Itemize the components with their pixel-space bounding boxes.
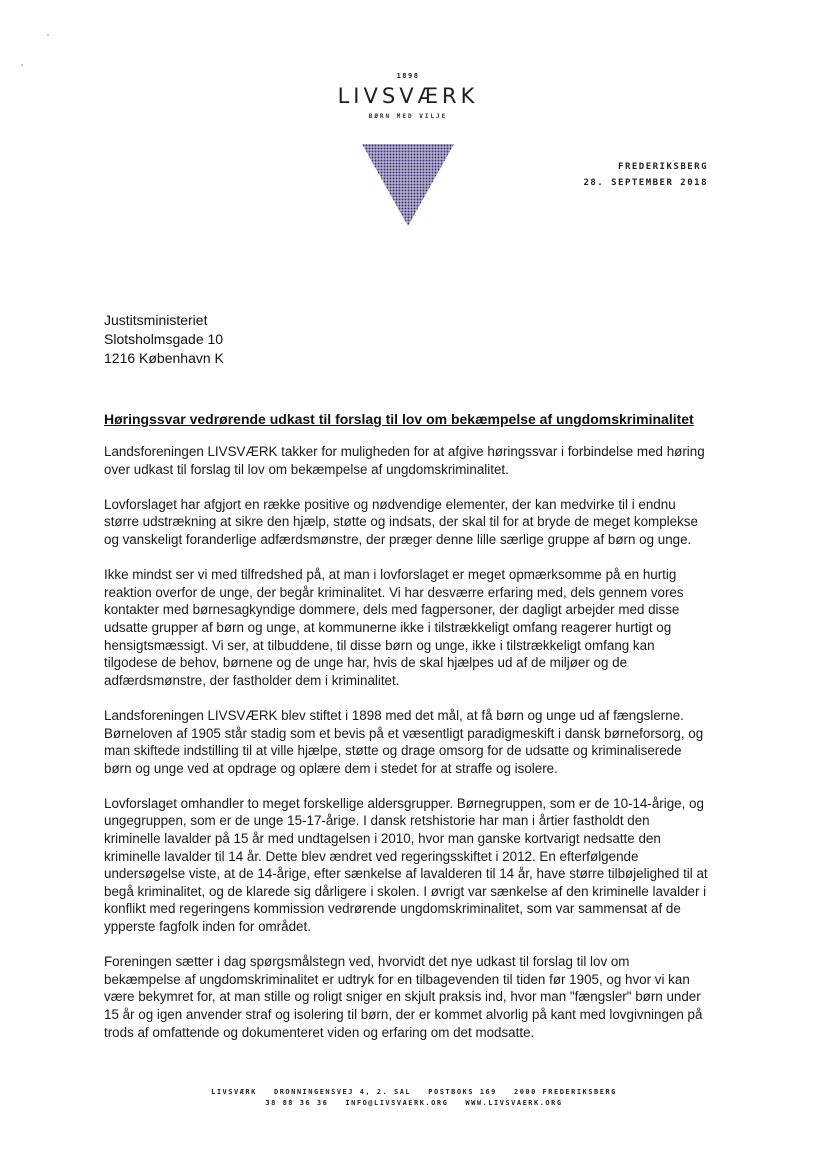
letter-footer bbox=[0, 1087, 828, 1109]
body-paragraph: Landsforeningen LIVSVÆRK takker for muligheden for at afgive høringssvar i forbindelse med høring over udkast til forslag til lov om bekæmpelse af ungdomskriminalitet. bbox=[104, 444, 705, 477]
scan-speck bbox=[47, 34, 49, 36]
recipient-city: 1216 København K bbox=[104, 350, 224, 366]
body-paragraph: Foreningen sætter i dag spørgsmålstegn ved, hvorvidt det nye udkast til forslag til lov om bekæmpelse af ungdomskriminalitet er udtryk for en tilbagevenden til tiden før 1905, og hvor vi kan være bekymret for, at man stille og roligt sniger en skjult praksis ind, hvor man "fængsler" børn under 15 år og igen anvender straf og isolering til børn, der er kommet alvorlig på kant med lovgivningen på trods af omfattende og dokumenteret viden og erfaring om det modsatte. bbox=[104, 954, 703, 1040]
logo-year: 1898 bbox=[396, 72, 420, 80]
body-paragraph: Landsforeningen LIVSVÆRK blev stiftet i 1898 med det mål, at få børn og unge ud af fængslerne. Børneloven af 1905 står stadig som et bevis på et væsentligt paradigmeskift i dansk børneforsorg, og man skiftede indstilling til at ville hjælpe, støtte og drage omsorg for de udsatte og kriminaliserede børn og unge ved at opdrage og oplære dem i stedet for at straffe og isolere. bbox=[104, 707, 704, 776]
triangle-mark-icon bbox=[362, 144, 454, 226]
recipient-address bbox=[104, 311, 224, 368]
date: 28. SEPTEMBER 2018 bbox=[583, 178, 708, 188]
body-paragraph: Ikke mindst ser vi med tilfredshed på, at man i lovforslaget er meget opmærksomme på en hurtig reaktion overfor de unge, der begår kriminalitet. Vi har desværre erfaring med, dels gennem vores kontakter med børnesagkyndige dommere, dels med fagpersoner, der dagligt arbejder med disse udsatte grupper af børn og unge, at kommunerne ikke i tilstrækkeligt omfang reagerer hurtigt og hensigtsmæssigt. Vi ser, at tilbuddene, til disse børn og unge, ikke i tilstrækkeligt omfang kan tilgodese de behov, børnene og de unge har, hvis de skal hjælpes ud af de miljøer og de adfærdsmønstre, der fastholder dem i kriminalitet. bbox=[104, 567, 684, 688]
place-and-date bbox=[583, 159, 708, 191]
scan-speck bbox=[21, 64, 23, 66]
logo-organization-name: LIVSVÆRK bbox=[337, 84, 479, 108]
place: FREDERIKSBERG bbox=[618, 162, 708, 172]
body-paragraph: Lovforslaget har afgjort en række positive og nødvendige elementer, der kan medvirke til i endnu større udstrækning at sikre den hjælp, støtte og indsats, der skal til for at bryde de meget komplekse og vanskeligt foranderlige adfærdsmønstre, der præger denne lille særlige gruppe af børn og unge. bbox=[104, 496, 698, 547]
body-paragraph: Lovforslaget omhandler to meget forskellige aldersgrupper. Børnegruppen, som er de 10-14-årige, og ungegruppen, som er de unge 15-17-årige. I dansk retshistorie har man i årtier fastholdt den kriminelle lavalder på 15 år med undtagelsen i 2010, hvor man ganske kortvarigt nedsatte den kriminelle lavalder til 14 år. Dette blev ændret ved regeringsskiftet i 2012. En efterfølgende undersøgelse viste, at de 14-årige, efter sænkelse af lavalderen til 14 år, have større tilbøjelighed til at begå kriminalitet, og de klarede sig dårligere i skolen. I øvrigt var sænkelse af den kriminelle lavalder i konflikt med regeringens kommission vedrørende ungdomskriminalitet, som var sammensat af de ypperste fagfolk inden for området. bbox=[104, 795, 708, 935]
footer-contact: 38 88 36 36 INFO@LIVSVAERK.ORG WWW.LIVSVAERK.ORG bbox=[265, 1099, 563, 1107]
recipient-name: Justitsministeriet bbox=[104, 312, 208, 328]
letterhead-logo bbox=[318, 72, 498, 120]
recipient-street: Slotsholmsgade 10 bbox=[104, 331, 224, 347]
subject-line: Høringssvar vedrørende udkast til forslag til lov om bekæmpelse af ungdomskriminalitet bbox=[104, 411, 694, 427]
logo-tagline: BØRN MED VILJE bbox=[368, 113, 448, 120]
letter-body bbox=[104, 443, 708, 1059]
footer-address: LIVSVÆRK DRONNINGENSVEJ 4, 2. SAL POSTBOKS 169 2000 FREDERIKSBERG bbox=[211, 1088, 617, 1096]
